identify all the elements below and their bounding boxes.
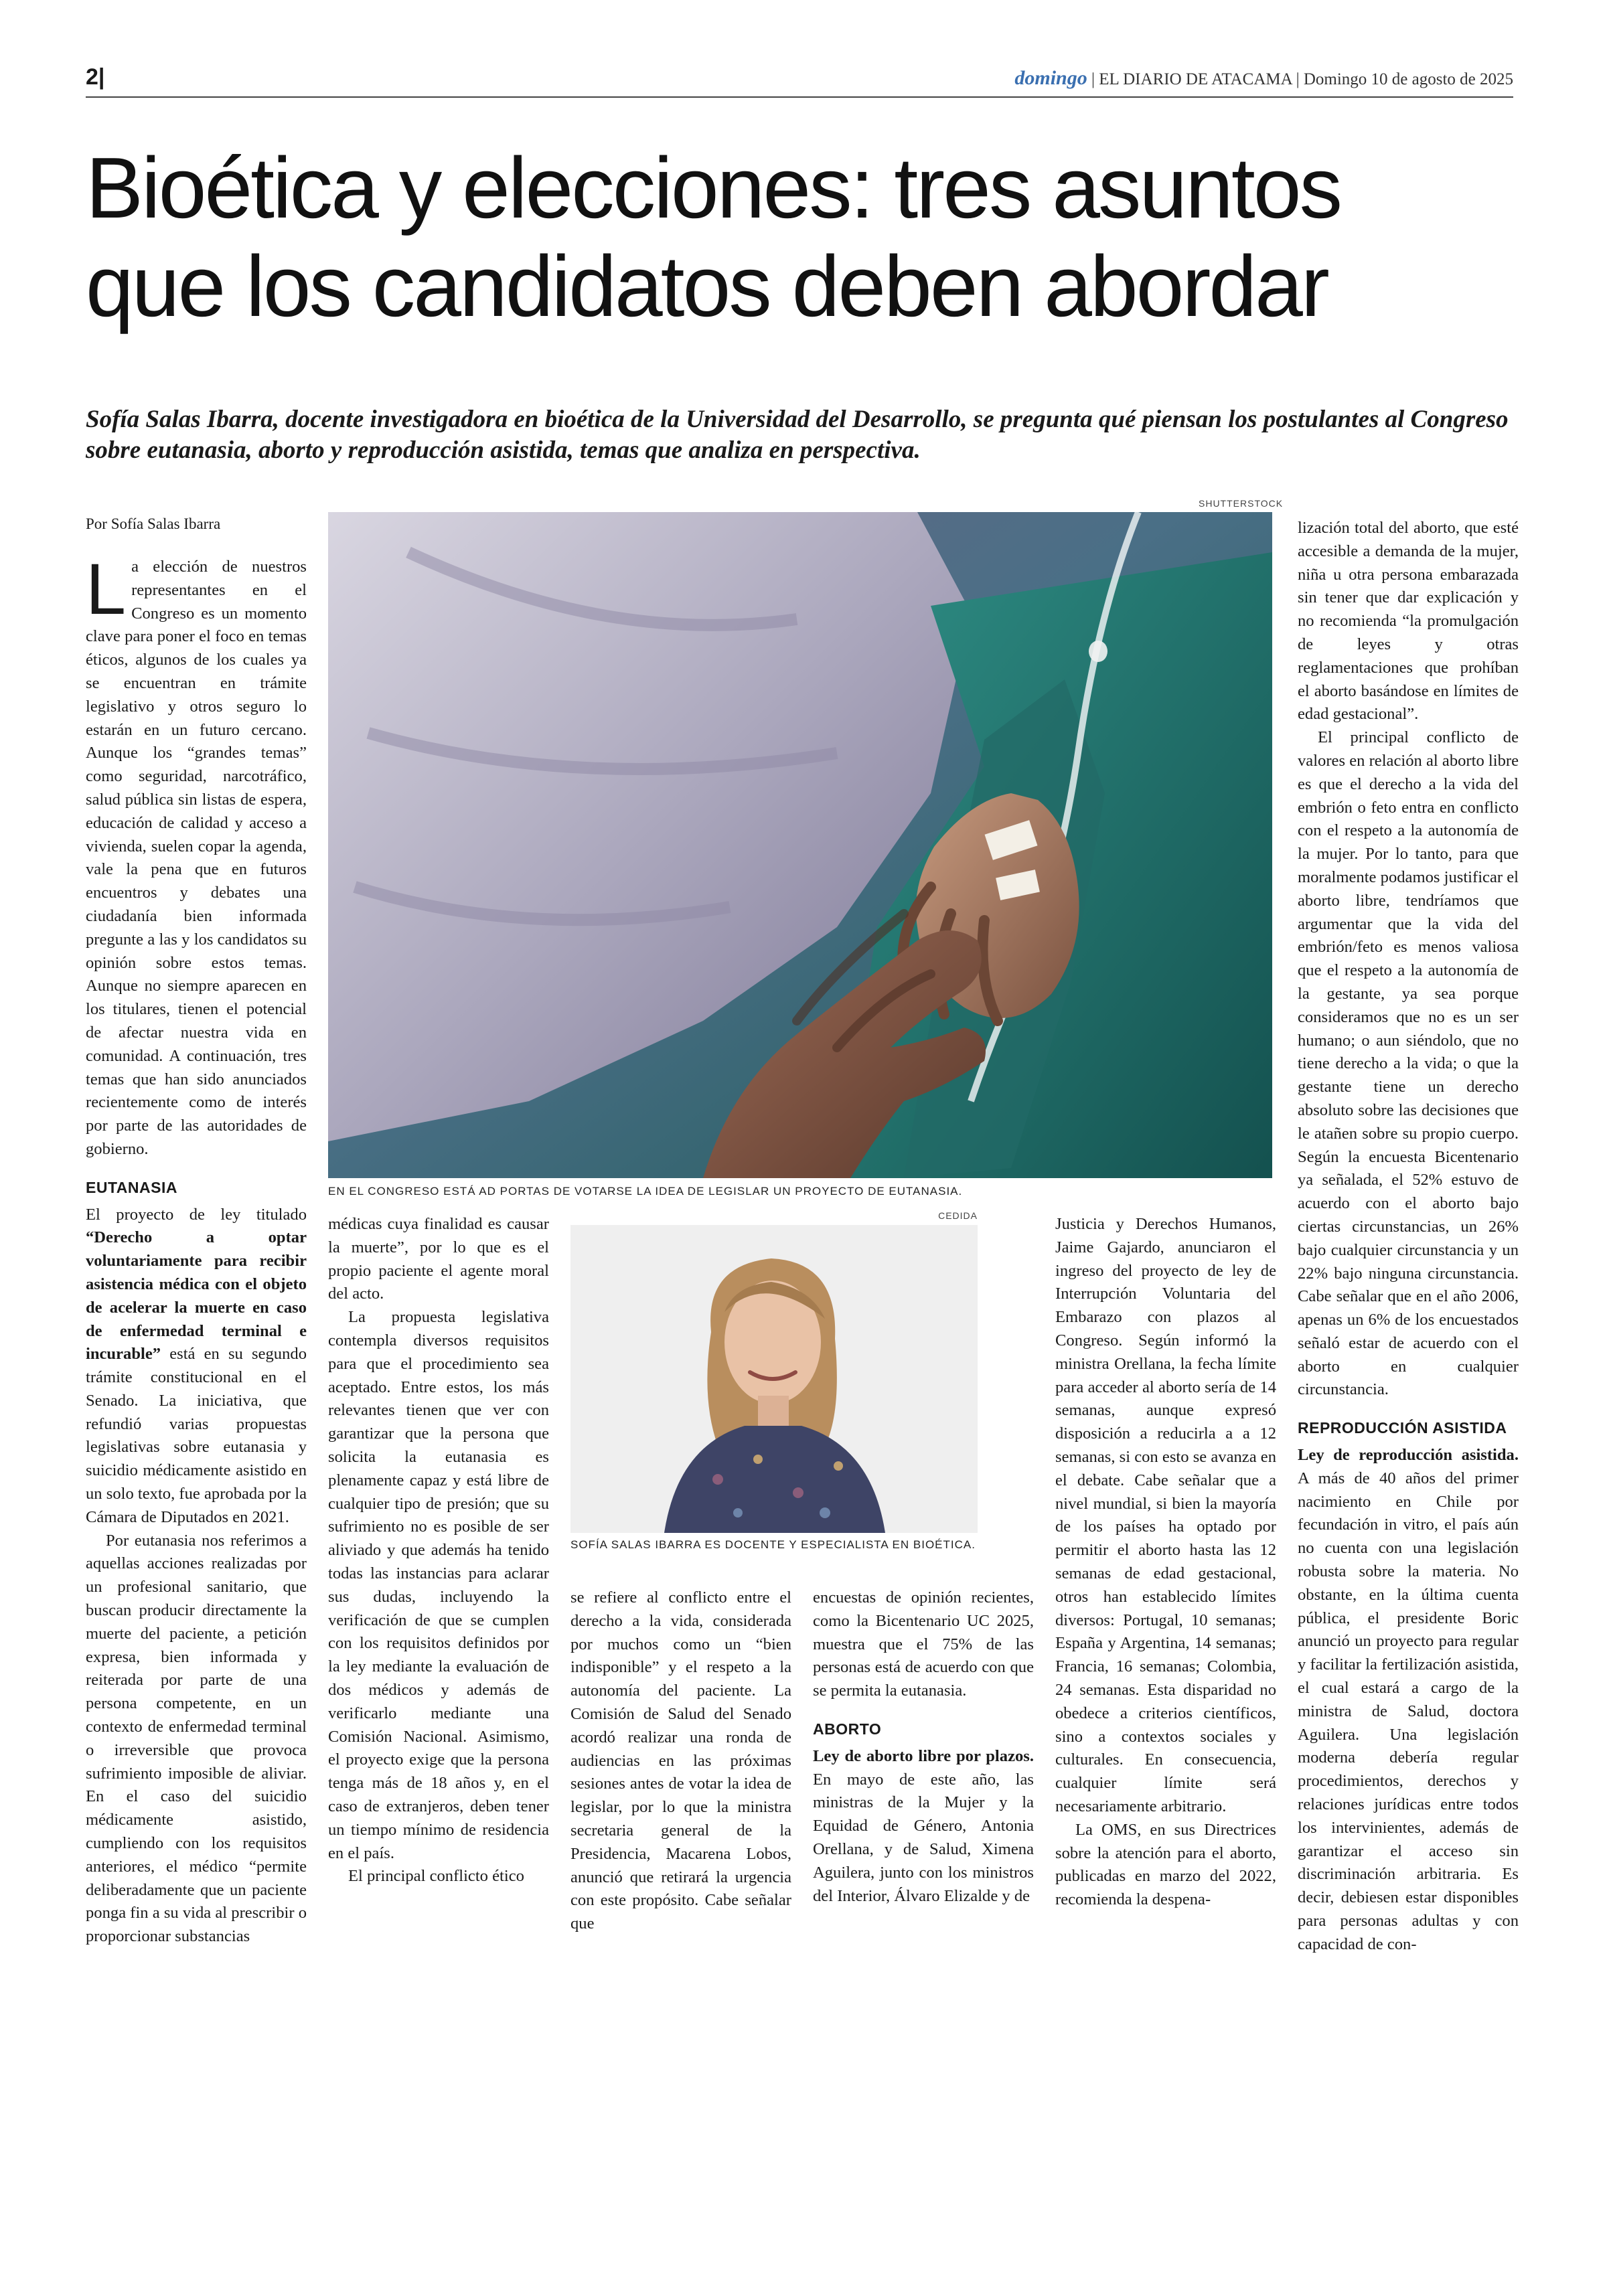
paragraph: El principal conflicto ético	[348, 1867, 524, 1886]
masthead-separator: |	[1091, 70, 1095, 88]
section-name: domingo	[1014, 67, 1087, 89]
paragraph: se refiere al conflicto entre el derecho a la vida, considerada por muchos como un “bien indisponible” y el respeto a la autonomía del paciente. La Comisión de Salud del Senado acordó realizar una ronda de audiencias en las próximas sesiones antes de votar la idea de legislar, por lo que la ministra secretaria general de la Presidencia, Macarena Lobos, anunció que retirará la urgencia con este propósito. Cabe señalar que	[570, 1588, 791, 1933]
paragraph: La propuesta legislativa contempla diversos requisitos para que el procedimiento sea aceptado. Entre estos, los más relevantes tienen que ver con garantizar que la persona que solicita la eutanasia es plenamente capaz y está libre de cualquier tipo de presión; que su sufrimiento no es posible de ser aliviado y que además ha tenido todas las instancias para aclarar sus dudas, incluyendo la verificación de que se cumplen con los requisitos definidos por la ley mediante la evaluación de dos médicos y además de verificarlo mediante una Comisión Nacional. Asimismo, el proyecto exige que la persona tenga más de 18 años y, en el caso de extranjeros, deben tener un tiempo mínimo de residencia en el país.	[328, 1308, 549, 1862]
newspaper-name: EL DIARIO DE ATACAMA	[1099, 70, 1292, 88]
subhead-reproduccion: REPRODUCCIÓN ASISTIDA	[1298, 1419, 1507, 1437]
paragraph: encuestas de opinión recientes, como la Bicentenario UC 2025, muestra que el 75% de las personas está de acuerdo con que se permita la eutanasia.	[813, 1588, 1034, 1700]
paragraph: El principal conflicto de valores en relación al aborto libre es que el derecho a la vida del embrión o feto entra en conflicto con el respeto a la autonomía de la mujer. Por lo tanto, para que moralmente podamos justificar el aborto libre, tendríamos que argumentar que la vida del embrión/feto es menos valiosa que el respeto a la autonomía de la gestante, ya sea porque consideramos que no es un ser humano; o aun siéndolo, que no tiene derecho a la vida; o que la gestante tiene un derecho absoluto sobre las decisiones que le atañen sobre su propio cuerpo. Según la encuesta Bicentenario ya señalada, el 52% estuvo de acuerdo con el aborto bajo ciertas circunstancias, un 26% bajo cualquier circunstancia y un 22% bajo ninguna circunstancia. Cabe señalar que en el año 2006, apenas un 6% de los encuestados señaló estar de acuerdo con el aborto en cualquier circunstancia.	[1298, 728, 1519, 1399]
column-4	[813, 1586, 1034, 1908]
headline-line-1: Bioética y elecciones: tres asuntos	[86, 140, 1341, 236]
subhead-eutanasia: EUTANASIA	[86, 1178, 177, 1196]
drop-cap: L	[86, 548, 127, 629]
paragraph: Ley de aborto libre por plazos. En mayo de este año, las ministras de la Mujer y la Equidad de Género, Antonia Orellana, y de Salud, Ximena Aguilera, junto con los ministros del Interior, Álvaro Elizalde y de	[813, 1746, 1034, 1905]
iv-hands-image	[328, 512, 1272, 1178]
byline: Por Sofía Salas Ibarra	[86, 515, 221, 532]
column-3	[570, 1586, 791, 1936]
main-photo	[328, 512, 1272, 1178]
paragraph: Justicia y Derechos Humanos, Jaime Gajardo, anunciaron el ingreso del proyecto de ley de Interrupción Voluntaria del Embarazo con plazos al Congreso. Según informó la ministra Orellana, la fecha límite para acceder al aborto sería de 14 semanas, aunque expresó disposición a reducirla a a 12 semanas, si con esto se avanza en el debate. Cabe señalar que a nivel mundial, si bien la mayoría de los países ha optado por permitir el aborto hasta las 12 semanas de edad gestacional, otros han establecido límites diversos: Portugal, 10 semanas; España y Argentina, 14 semanas; Francia, 16 semanas; Colombia, 24 semanas. Esta disparidad no obedece a criterios científicos, sino a contextos sociales y culturales. En consecuencia, cualquier límite será necesariamente arbitrario.	[1055, 1215, 1276, 1815]
column-1	[86, 548, 307, 1949]
portrait-credit: CEDIDA	[938, 1210, 978, 1221]
paragraph: médicas cuya finalidad es causar la muerte”, por lo que es el propio paciente el agente moral del acto.	[328, 1215, 549, 1303]
paragraph: Ley de reproducción asistida. A más de 40 años del primer nacimiento en Chile por fecundación in vitro, el país aún no cuenta con una legislación robusta sobre la materia. No obstante, en la última cuenta pública, el presidente Boric anunció un proyecto para regular y facilitar la fertilización asistida, el cual estará a cargo de la ministra de Salud, doctora Aguilera. Una legislación moderna debería regular procedimientos, derechos y relaciones jurídicas entre todos los intervinientes, además de garantizar el acceso sin discriminación arbitraria. Es decir, debiesen estar disponibles para personas adultas y con capacidad de con-	[1298, 1446, 1519, 1953]
paragraph: La OMS, en sus Directrices sobre la atención para el aborto, publicadas en marzo del 2022, recomienda la despena-	[1055, 1820, 1276, 1909]
column-5	[1055, 1213, 1276, 1912]
intro-paragraph: La elección de nuestros representantes en el Congreso es un momento clave para poner el foco en temas éticos, algunos de los cuales ya se encuentran en trámite legislativo y otros seguro lo estarán en un futuro cercano. Aunque los “grandes temas” como seguridad, narcotráfico, salud pública sin listas de espera, educación de calidad y acceso a vivienda, suelen copar la agenda, vale la pena que en futuros encuentros y debates una ciudadanía bien informada pregunte a las y los candidatos su opinión sobre estos temas. Aunque no siempre aparecen en los titulares, tienen el potencial de afectar nuestra vida en comunidad. A continuación, tres temas que han sido anunciados recientemente como de interés por parte de las autoridades de gobierno.	[86, 548, 307, 1158]
paragraph: lización total del aborto, que esté accesible a demanda de la mujer, niña u otra persona embarazada sin tener que dar explicación y no recomienda “la promulgación de leyes y otras reglamentaciones que prohíban el aborto basándose en límites de edad gestacional”.	[1298, 519, 1519, 724]
column-2	[328, 1213, 549, 1888]
headline	[86, 139, 1525, 336]
masthead-separator: |	[1296, 70, 1300, 88]
deck	[86, 404, 1519, 466]
headline-line-2: que los candidatos deben abordar	[86, 238, 1328, 335]
portrait-photo	[570, 1225, 978, 1533]
column-6	[1298, 517, 1519, 1957]
page-number: 2|	[86, 64, 105, 90]
subhead-aborto: ABORTO	[813, 1720, 882, 1738]
portrait-caption: SOFÍA SALAS IBARRA ES DOCENTE Y ESPECIALISTA EN BIOÉTICA.	[570, 1538, 976, 1551]
paragraph: El proyecto de ley titulado “Derecho a optar voluntariamente para recibir asistencia médica con el objeto de acelerar la muerte en caso de enfermedad terminal e incurable” está en su segundo trámite constitucional en el Senado. La iniciativa, que refundió varias propuestas legislativas sobre eutanasia y suicidio médicamente asistido en un solo texto, fue aprobada por la Cámara de Diputados en 2021.	[86, 1205, 307, 1526]
issue-date: Domingo 10 de agosto de 2025	[1303, 70, 1513, 88]
portrait-image	[570, 1225, 978, 1533]
masthead	[1014, 67, 1513, 90]
photo-credit: SHUTTERSTOCK	[1199, 498, 1284, 509]
photo-caption: EN EL CONGRESO ESTÁ AD PORTAS DE VOTARSE LA IDEA DE LEGISLAR UN PROYECTO DE EUTANASIA.	[328, 1185, 963, 1198]
deck-text: Sofía Salas Ibarra, docente investigadora en bioética de la Universidad del Desarrollo, se pregunta qué piensan los postulantes al Congreso sobre eutanasia, aborto y reproducción asistida, temas que analiza en perspectiva.	[86, 406, 1509, 464]
header-rule	[86, 96, 1513, 98]
paragraph: Por eutanasia nos referimos a aquellas acciones realizadas por un profesional sanitario, que buscan producir directamente la muerte del paciente, a petición expresa, bien informada y reiterada por parte de una persona competente, en un contexto de enfermedad terminal o irreversible que provoca sufrimiento imposible de aliviar. En el caso del suicidio médicamente asistido, cumpliendo con los requisitos anteriores, el médico “permite deliberadamente que un paciente ponga fin a su vida al prescribir o proporcionar substancias	[86, 1531, 307, 1946]
